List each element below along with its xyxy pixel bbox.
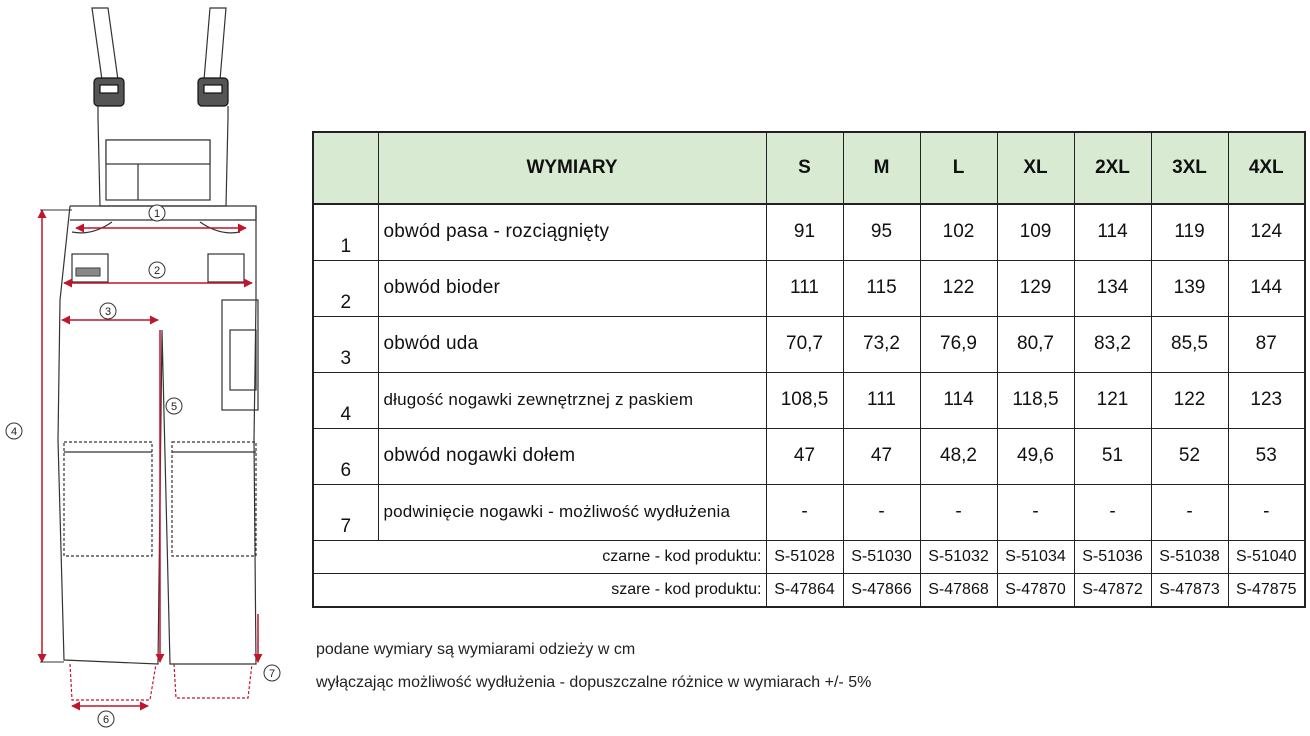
product-code-label: czarne - kod produktu: bbox=[313, 540, 766, 573]
overalls-diagram bbox=[0, 0, 300, 736]
product-code-cell: S-51036 bbox=[1074, 540, 1151, 573]
value-cell: - bbox=[1151, 484, 1228, 540]
row-number: 2 bbox=[313, 260, 378, 316]
value-cell: 123 bbox=[1228, 372, 1305, 428]
value-cell: 124 bbox=[1228, 204, 1305, 260]
product-code-cell: S-47864 bbox=[766, 573, 843, 607]
row-label: obwód bioder bbox=[378, 260, 766, 316]
header-empty-cell bbox=[313, 132, 378, 204]
value-cell: 118,5 bbox=[997, 372, 1074, 428]
value-cell: 47 bbox=[843, 428, 920, 484]
value-cell: 102 bbox=[920, 204, 997, 260]
table-row bbox=[313, 372, 1305, 428]
left-strap bbox=[92, 8, 118, 80]
value-cell: 121 bbox=[1074, 372, 1151, 428]
header-size: 2XL bbox=[1074, 132, 1151, 204]
row-number: 1 bbox=[313, 204, 378, 260]
product-code-cell: S-51028 bbox=[766, 540, 843, 573]
svg-text:3: 3 bbox=[104, 306, 112, 318]
row-number: 6 bbox=[313, 428, 378, 484]
row-label: obwód nogawki dołem bbox=[378, 428, 766, 484]
leg-side-pocket bbox=[222, 300, 258, 410]
marker-4 bbox=[6, 423, 22, 439]
row-label: długość nogawki zewnętrznej z paskiem bbox=[378, 372, 766, 428]
table-row bbox=[313, 484, 1305, 540]
value-cell: 129 bbox=[997, 260, 1074, 316]
value-cell: - bbox=[843, 484, 920, 540]
product-code-row bbox=[313, 573, 1305, 607]
table-row bbox=[313, 316, 1305, 372]
product-code-cell: S-47872 bbox=[1074, 573, 1151, 607]
value-cell: - bbox=[766, 484, 843, 540]
value-cell: 47 bbox=[766, 428, 843, 484]
table-row bbox=[313, 428, 1305, 484]
left-knee-pad bbox=[64, 442, 152, 556]
svg-text:2: 2 bbox=[153, 265, 161, 277]
product-code-cell: S-47868 bbox=[920, 573, 997, 607]
value-cell: 134 bbox=[1074, 260, 1151, 316]
svg-text:5: 5 bbox=[170, 401, 178, 413]
value-cell: 87 bbox=[1228, 316, 1305, 372]
value-cell: 139 bbox=[1151, 260, 1228, 316]
value-cell: 52 bbox=[1151, 428, 1228, 484]
value-cell: 53 bbox=[1228, 428, 1305, 484]
row-number: 4 bbox=[313, 372, 378, 428]
header-size: 4XL bbox=[1228, 132, 1305, 204]
right-strap bbox=[204, 8, 226, 80]
value-cell: 73,2 bbox=[843, 316, 920, 372]
svg-text:1: 1 bbox=[153, 208, 161, 220]
hem-left bbox=[70, 664, 156, 700]
value-cell: 115 bbox=[843, 260, 920, 316]
note-units: podane wymiary są wymiarami odzieży w cm bbox=[316, 641, 636, 658]
row-label: obwód uda bbox=[378, 316, 766, 372]
value-cell: 91 bbox=[766, 204, 843, 260]
header-size: XL bbox=[997, 132, 1074, 204]
value-cell: 108,5 bbox=[766, 372, 843, 428]
marker-3 bbox=[100, 303, 116, 319]
header-size: L bbox=[920, 132, 997, 204]
svg-text:6: 6 bbox=[102, 714, 110, 726]
value-cell: 144 bbox=[1228, 260, 1305, 316]
value-cell: 70,7 bbox=[766, 316, 843, 372]
product-code-cell: S-51038 bbox=[1151, 540, 1228, 573]
value-cell: - bbox=[997, 484, 1074, 540]
product-code-label: szare - kod produktu: bbox=[313, 573, 766, 607]
value-cell: - bbox=[920, 484, 997, 540]
product-code-cell: S-47866 bbox=[843, 573, 920, 607]
right-flap-pocket bbox=[208, 254, 244, 282]
product-code-cell: S-47870 bbox=[997, 573, 1074, 607]
value-cell: 119 bbox=[1151, 204, 1228, 260]
value-cell: 114 bbox=[920, 372, 997, 428]
marker-1 bbox=[149, 205, 165, 221]
product-code-cell: S-51032 bbox=[920, 540, 997, 573]
value-cell: 114 bbox=[1074, 204, 1151, 260]
value-cell: 80,7 bbox=[997, 316, 1074, 372]
svg-text:4: 4 bbox=[10, 426, 18, 438]
value-cell: 111 bbox=[843, 372, 920, 428]
product-code-cell: S-47875 bbox=[1228, 573, 1305, 607]
right-knee-pad bbox=[172, 442, 256, 556]
product-code-cell: S-47873 bbox=[1151, 573, 1228, 607]
header-size: 3XL bbox=[1151, 132, 1228, 204]
row-label: podwinięcie nogawki - możliwość wydłużenia bbox=[378, 484, 766, 540]
table-row bbox=[313, 260, 1305, 316]
value-cell: 85,5 bbox=[1151, 316, 1228, 372]
row-number: 3 bbox=[313, 316, 378, 372]
marker-2 bbox=[149, 262, 165, 278]
table-header-row bbox=[313, 132, 1305, 204]
header-size: S bbox=[766, 132, 843, 204]
value-cell: 76,9 bbox=[920, 316, 997, 372]
value-cell: - bbox=[1074, 484, 1151, 540]
table-row bbox=[313, 204, 1305, 260]
header-title: WYMIARY bbox=[378, 132, 766, 204]
value-cell: 109 bbox=[997, 204, 1074, 260]
row-number: 7 bbox=[313, 484, 378, 540]
svg-text:7: 7 bbox=[268, 668, 276, 680]
value-cell: 51 bbox=[1074, 428, 1151, 484]
value-cell: 49,6 bbox=[997, 428, 1074, 484]
product-code-cell: S-51040 bbox=[1228, 540, 1305, 573]
value-cell: 83,2 bbox=[1074, 316, 1151, 372]
value-cell: - bbox=[1228, 484, 1305, 540]
value-cell: 122 bbox=[1151, 372, 1228, 428]
product-code-cell: S-51034 bbox=[997, 540, 1074, 573]
marker-6 bbox=[98, 711, 114, 727]
marker-7 bbox=[264, 665, 280, 681]
product-code-row bbox=[313, 540, 1305, 573]
size-table bbox=[312, 131, 1306, 608]
value-cell: 122 bbox=[920, 260, 997, 316]
note-tolerance: wyłączając możliwość wydłużenia - dopuszczalne różnice w wymiarach +/- 5% bbox=[316, 674, 872, 691]
value-cell: 95 bbox=[843, 204, 920, 260]
value-cell: 111 bbox=[766, 260, 843, 316]
row-label: obwód pasa - rozciągnięty bbox=[378, 204, 766, 260]
header-size: M bbox=[843, 132, 920, 204]
hem-right bbox=[174, 664, 252, 698]
value-cell: 48,2 bbox=[920, 428, 997, 484]
product-code-cell: S-51030 bbox=[843, 540, 920, 573]
marker-5 bbox=[166, 398, 182, 414]
